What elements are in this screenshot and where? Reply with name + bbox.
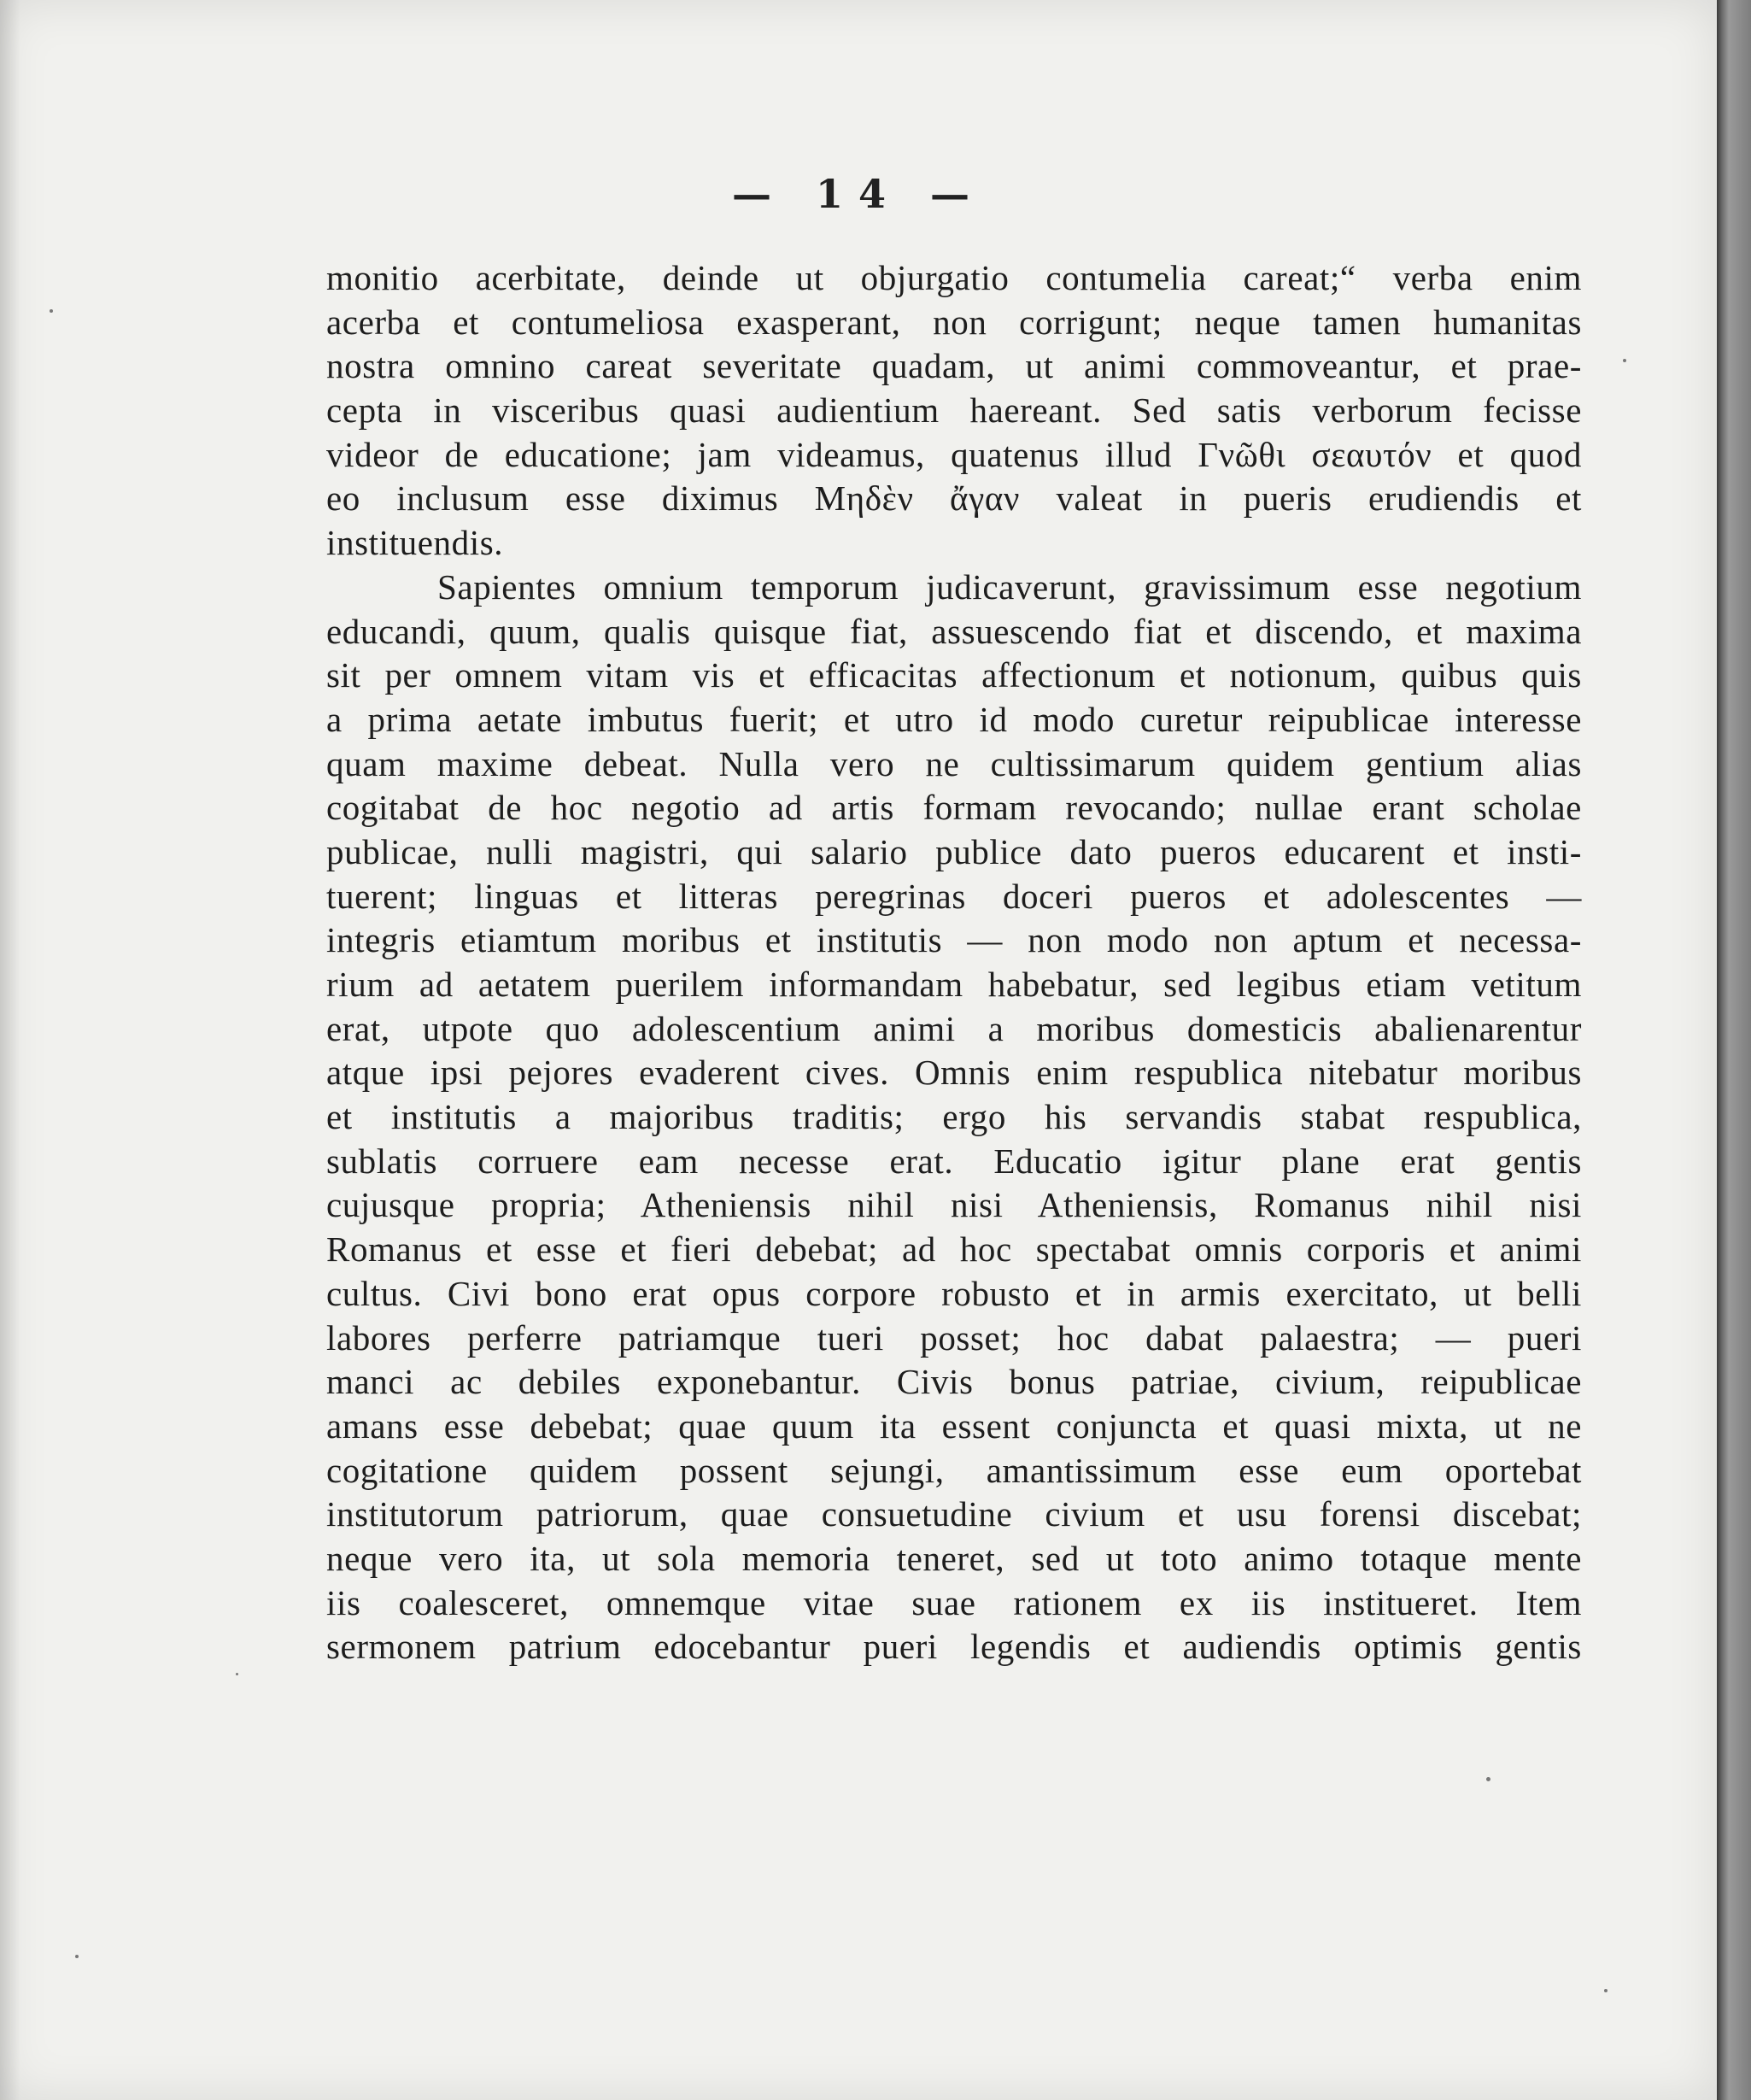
text-line: videor de educatione; jam videamus, quatenus illud Γνῶθι σεαυτόν et quod bbox=[326, 434, 1582, 474]
text-line: amans esse debebat; quae quum ita essent conjuncta et quasi mixta, ut ne bbox=[326, 1405, 1582, 1446]
text-line: nostra omnino careat severitate quadam, ut animi commoveantur, et prae- bbox=[326, 346, 1582, 386]
text-line: cogitatione quidem possent sejungi, amantissimum esse eum oportebat bbox=[326, 1450, 1582, 1490]
page-edge-shadow bbox=[1717, 0, 1751, 2100]
text-line: tuerent; linguas et litteras peregrinas doceri pueros et adolescentes — bbox=[326, 876, 1582, 916]
paper-speck bbox=[1604, 1989, 1608, 1992]
paper-speck bbox=[75, 1955, 79, 1958]
page-number-header: — 14 — bbox=[731, 171, 986, 217]
text-line: a prima aetate imbutus fuerit; et utro id modo curetur reipublicae interesse bbox=[326, 699, 1582, 739]
text-line: eo inclusum esse diximus Μηδὲν ἄγαν valeat in pueris erudiendis et bbox=[326, 478, 1582, 519]
text-line: sermonem patrium edocebantur pueri legendis et audiendis optimis gentis bbox=[326, 1627, 1582, 1667]
text-line: cogitabat de hoc negotio ad artis formam revocando; nullae erant scholae bbox=[326, 788, 1582, 828]
text-line: rium ad aetatem puerilem informandam habebatur, sed legibus etiam vetitum bbox=[326, 965, 1582, 1004]
text-line: publicae, nulli magistri, qui salario publice dato pueros educarent et insti- bbox=[326, 831, 1582, 871]
paper-speck bbox=[1486, 1777, 1490, 1781]
text-line: et institutis a majoribus traditis; ergo his servandis stabat respublica, bbox=[326, 1097, 1582, 1137]
text-line: cujusque propria; Atheniensis nihil nisi Atheniensis, Romanus nihil nisi bbox=[326, 1185, 1582, 1225]
text-line: monitio acerbitate, deinde ut objurgatio contumelia careat;“ verba enim bbox=[326, 258, 1582, 297]
text-line: sit per omnem vitam vis et efficacitas affectionum et notionum, quibus quis bbox=[326, 655, 1582, 695]
text-line: cultus. Civi bono erat opus corpore robusto et in armis exercitato, ut belli bbox=[326, 1273, 1582, 1313]
text-line: educandi, quum, qualis quisque fiat, assuescendo fiat et discendo, et maxima bbox=[326, 611, 1582, 651]
text-line: instituendis. bbox=[326, 523, 504, 563]
text-line: institutorum patriorum, quae consuetudine civium et usu forensi discebat; bbox=[326, 1494, 1582, 1534]
text-line: erat, utpote quo adolescentium animi a moribus domesticis abalienarentur bbox=[326, 1008, 1582, 1048]
page-left-shadow bbox=[0, 0, 20, 2100]
body-text bbox=[326, 256, 1582, 1669]
text-line: sublatis corruere eam necesse erat. Educatio igitur plane erat gentis bbox=[326, 1141, 1582, 1181]
text-line: integris etiamtum moribus et institutis — non modo non aptum et necessa- bbox=[326, 920, 1582, 960]
text-line: iis coalesceret, omnemque vitae suae rationem ex iis institueret. Item bbox=[326, 1582, 1582, 1622]
paper-speck bbox=[236, 1673, 238, 1675]
text-line: labores perferre patriamque tueri posset; hoc dabat palaestra; — pueri bbox=[326, 1317, 1582, 1358]
text-line: cepta in visceribus quasi audientium haereant. Sed satis verborum fecisse bbox=[326, 390, 1582, 431]
paper-speck bbox=[50, 309, 53, 313]
text-line: Romanus et esse et fieri debebat; ad hoc spectabat omnis corporis et animi bbox=[326, 1229, 1582, 1270]
text-line: Sapientes omnium temporum judicaverunt, gravissimum esse negotium bbox=[437, 566, 1582, 607]
text-line: atque ipsi pejores evaderent cives. Omnis enim respublica nitebatur moribus bbox=[326, 1053, 1582, 1093]
paper-speck bbox=[1623, 359, 1626, 362]
text-line: manci ac debiles exponebantur. Civis bonus patriae, civium, reipublicae bbox=[326, 1362, 1582, 1402]
text-line: quam maxime debeat. Nulla vero ne cultissimarum quidem gentium alias bbox=[326, 743, 1582, 783]
text-line: acerba et contumeliosa exasperant, non corrigunt; neque tamen humanitas bbox=[326, 302, 1582, 342]
text-line: neque vero ita, ut sola memoria teneret, sed ut toto animo totaque mente bbox=[326, 1538, 1582, 1578]
